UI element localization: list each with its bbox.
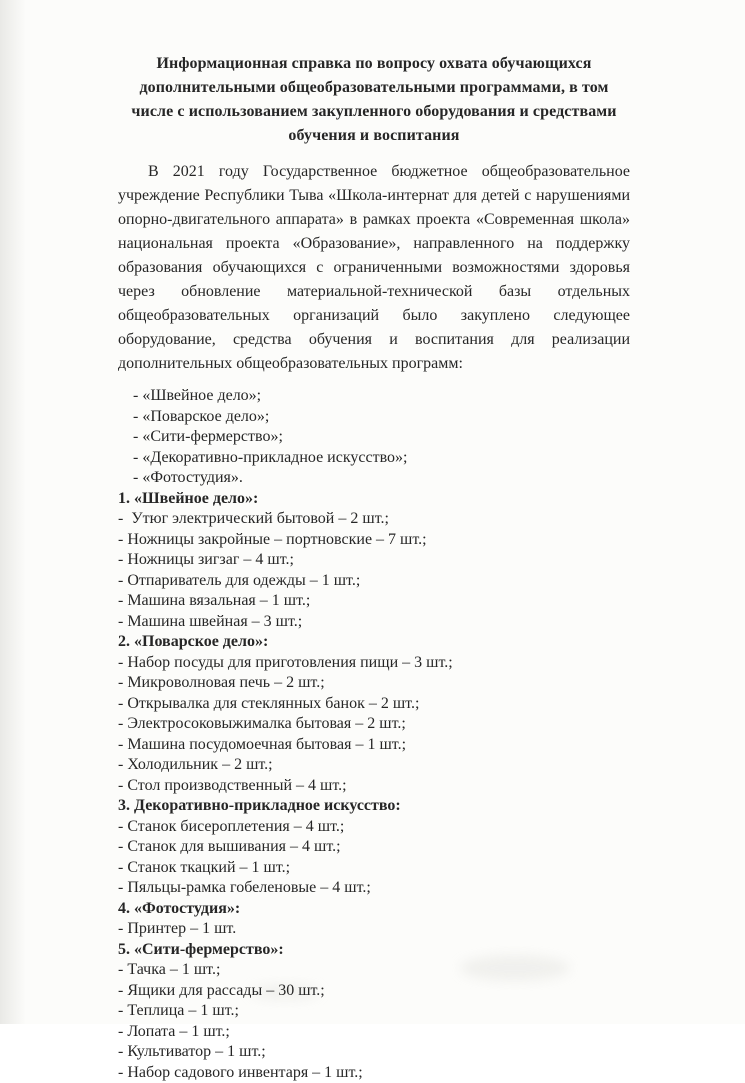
equipment-item: - Машина вязальная – 1 шт.; <box>118 591 630 612</box>
equipment-item: - Открывалка для стеклянных банок – 2 шт.; <box>118 694 630 715</box>
equipment-item: - Электросоковыжималка бытовая – 2 шт.; <box>118 714 630 735</box>
equipment-item: - Набор садового инвентаря – 1 шт.; <box>118 1063 630 1083</box>
section-sewing <box>118 489 630 633</box>
equipment-item: - Холодильник – 2 шт.; <box>118 755 630 776</box>
section-heading: 4. «Фотостудия»: <box>118 899 630 920</box>
section-city-farming <box>118 940 630 1083</box>
equipment-item: - Тачка – 1 шт.; <box>118 960 630 981</box>
equipment-item: - Станок ткацкий – 1 шт.; <box>118 858 630 879</box>
equipment-item: - Микроволновая печь – 2 шт.; <box>118 673 630 694</box>
intro-paragraph: В 2021 году Государственное бюджетное общеобразовательное учреждение Республики Тыва «Школа-интернат для детей с нарушениями опорно-двигательного аппарата» в рамках проекта «Современная школа» национальная проекта «Образование», направленного на поддержку образования обучающихся с ограниченными возможностями здоровья через обновление материальной-технической базы отдельных общеобразовательных организаций было закуплено следующее оборудование, средства обучения и воспитания для реализации дополнительных общеобразовательных программ: <box>118 160 630 376</box>
scan-edge-shadow <box>0 0 26 1024</box>
list-item: - «Декоративно-прикладное искусство»; <box>133 448 630 469</box>
section-heading: 1. «Швейное дело»: <box>118 489 630 510</box>
section-heading: 5. «Сити-фермерство»: <box>118 940 630 961</box>
list-item: - «Поварское дело»; <box>133 407 630 428</box>
section-heading: 2. «Поварское дело»: <box>118 632 630 653</box>
equipment-item: - Пяльцы-рамка гобеленовые – 4 шт.; <box>118 878 630 899</box>
equipment-item: - Культиватор – 1 шт.; <box>118 1042 630 1063</box>
equipment-item: - Ящики для рассады – 30 шт.; <box>118 981 630 1002</box>
equipment-item: - Ножницы зигзаг – 4 шт.; <box>118 550 630 571</box>
equipment-item: - Стол производственный – 4 шт.; <box>118 776 630 797</box>
equipment-item: - Теплица – 1 шт.; <box>118 1001 630 1022</box>
section-cooking <box>118 632 630 796</box>
list-item: - «Фотостудия». <box>133 468 630 489</box>
section-decorative-arts <box>118 796 630 899</box>
equipment-item: - Набор посуды для приготовления пищи – 3 шт.; <box>118 653 630 674</box>
equipment-item: - Станок бисероплетения – 4 шт.; <box>118 817 630 838</box>
equipment-item: - Отпариватель для одежды – 1 шт.; <box>118 571 630 592</box>
equipment-item: - Машина посудомоечная бытовая – 1 шт.; <box>118 735 630 756</box>
equipment-item: - Машина швейная – 3 шт.; <box>118 612 630 633</box>
list-item: - «Сити-фермерство»; <box>133 427 630 448</box>
programs-list <box>118 386 630 489</box>
equipment-item: - Утюг электрический бытовой – 2 шт.; <box>118 509 630 530</box>
equipment-item: - Лопата – 1 шт.; <box>118 1022 630 1043</box>
document-title: Информационная справка по вопросу охвата обучающихся дополнительными общеобразовательными программами, в том числе с использованием закупленного оборудования и средствами обучения и воспитания <box>118 52 630 148</box>
equipment-sections <box>118 489 630 1083</box>
equipment-item: - Ножницы закройные – портновские – 7 шт.; <box>118 530 630 551</box>
equipment-item: - Принтер – 1 шт. <box>118 919 630 940</box>
section-heading: 3. Декоративно-прикладное искусство: <box>118 796 630 817</box>
document-body <box>118 52 630 1083</box>
section-photo-studio <box>118 899 630 940</box>
list-item: - «Швейное дело»; <box>133 386 630 407</box>
equipment-item: - Станок для вышивания – 4 шт.; <box>118 837 630 858</box>
